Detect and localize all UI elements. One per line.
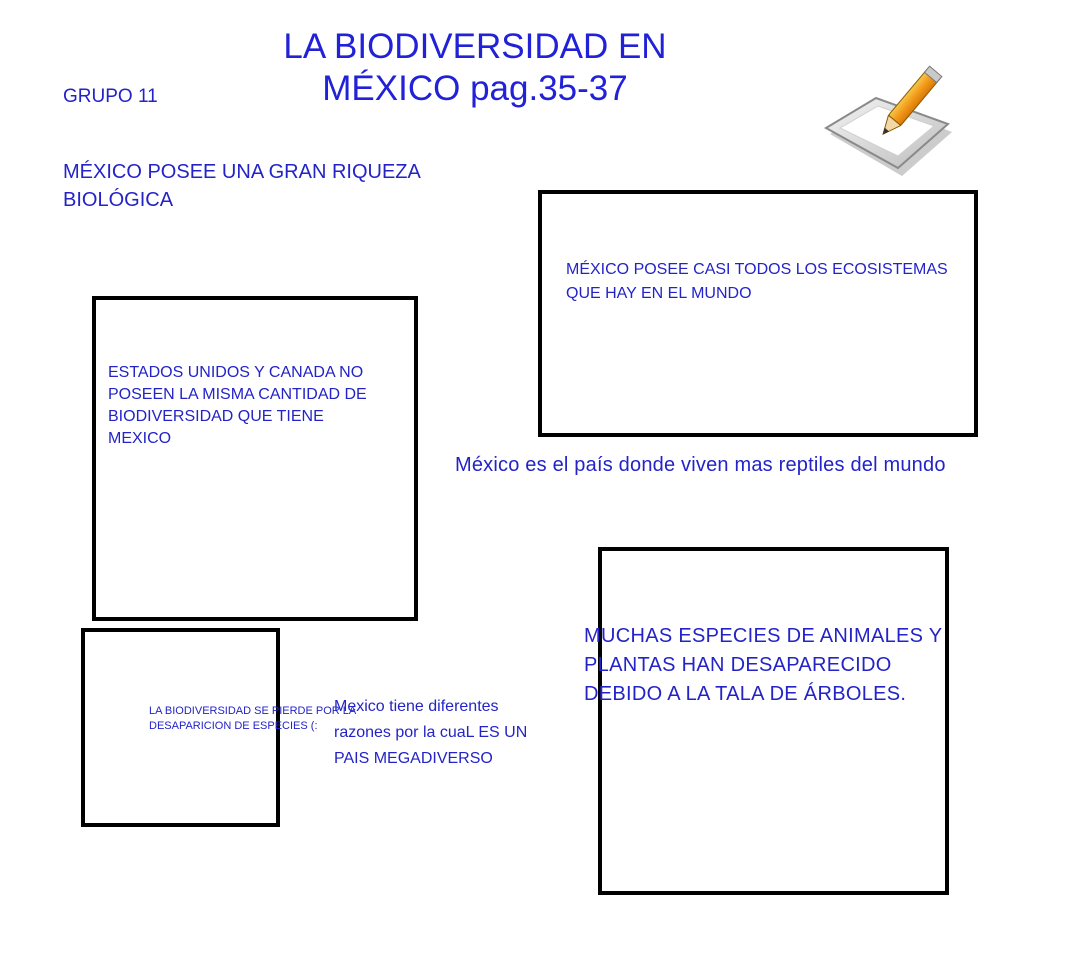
page-title (230, 26, 720, 110)
ecosystems-text: MÉXICO POSEE CASI TODOS LOS ECOSISTEMAS QUE HAY EN EL MUNDO (566, 261, 948, 302)
species-box (598, 547, 949, 895)
intro-line-2: BIOLÓGICA (63, 189, 174, 211)
biodiversity-loss-text: LA BIODIVERSIDAD SE PIERDE POR LA DESAPARICION DE ESPECIES (: (149, 705, 356, 732)
page-title-line-2: MÉXICO pag.35-37 (322, 69, 628, 108)
ecosystems-box (538, 190, 978, 437)
megadiverse-line-2: razones por la cuaL ES UN (334, 724, 528, 741)
megadiverse-line-3: PAIS MEGADIVERSO (334, 750, 493, 767)
megadiverse-text (334, 694, 584, 772)
usa-canada-text: ESTADOS UNIDOS Y CANADA NO POSEEN LA MISMA CANTIDAD DE BIODIVERSIDAD QUE TIENE MEXICO (108, 364, 367, 447)
species-text: MUCHAS ESPECIES DE ANIMALES Y PLANTAS HAN DESAPARECIDO DEBIDO A LA TALA DE ÁRBOLES. (584, 625, 943, 705)
megadiverse-line-1: Mexico tiene diferentes (334, 698, 499, 715)
page-title-line-1: LA BIODIVERSIDAD EN (283, 27, 667, 66)
group-label: GRUPO 11 (63, 86, 158, 107)
reptiles-text: México es el país donde viven mas reptiles del mundo (455, 454, 946, 476)
intro-line-1: MÉXICO POSEE UNA GRAN RIQUEZA (63, 161, 421, 183)
intro-text (63, 158, 503, 214)
pencil-notepad-icon (820, 62, 960, 190)
usa-canada-box (92, 296, 418, 621)
